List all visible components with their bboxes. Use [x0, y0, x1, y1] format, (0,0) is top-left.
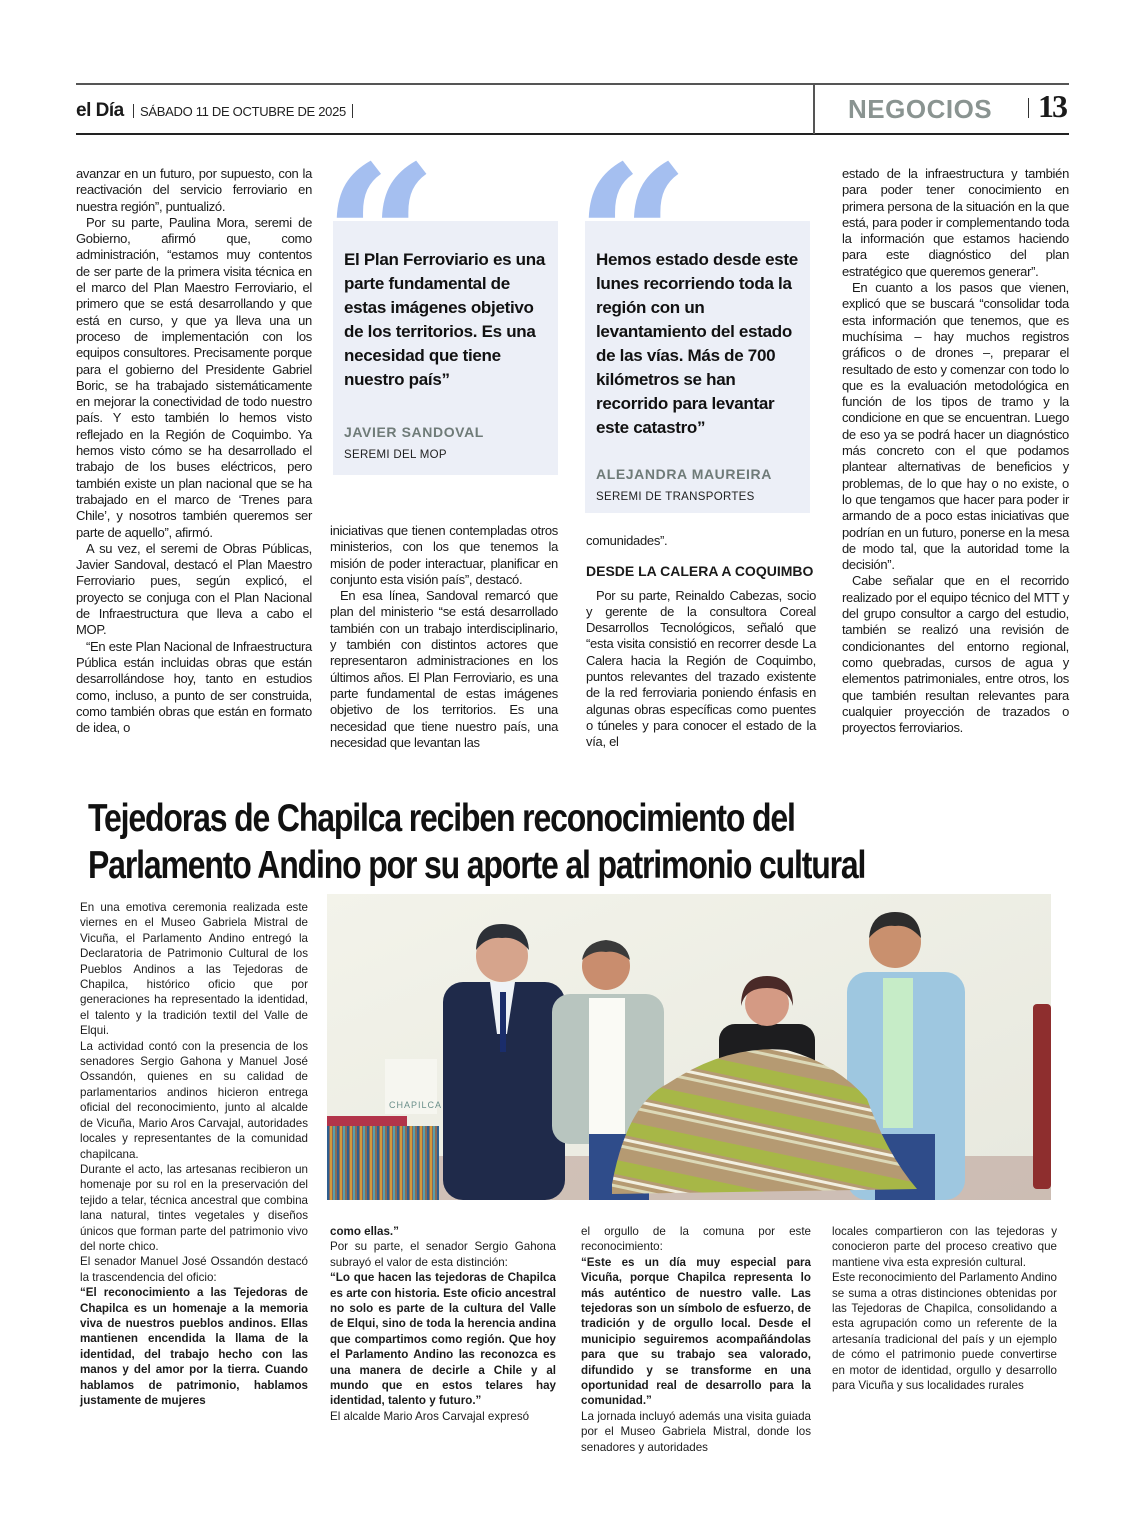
- paragraph: iniciativas que tienen contempladas otros ministerios, con los que tenemos la misión de poder interactuar, planificar en conjunto esta visión país”, destacó.: [330, 523, 558, 587]
- headline-line: Parlamento Andino por su aporte al patrimonio cultural: [88, 844, 866, 887]
- subheading: DESDE LA CALERA A COQUIMBO: [586, 563, 814, 580]
- paragraph: Por su parte, Reinaldo Cabezas, socio y gerente de la consultora Coreal Desarrollos Tecnológicos, señaló que “esta visita consistió en recorrer desde La Calera hacia la Región de Coquimbo, puntos relevantes del trazado existente de la red ferroviaria poniendo énfasis en algunas obras específicas como puentes o túneles y para conocer el estado de la vía, el: [586, 587, 816, 750]
- photo-illustration: [327, 894, 1051, 1200]
- paragraph: A su vez, el seremi de Obras Públicas, Javier Sandoval, destacó el Plan Maestro Ferroviario pues, según explicó, el proyecto se conjuga con el Plan Nacional de Infraestructura que lleva a cabo el MOP.: [76, 540, 312, 638]
- paragraph: La actividad contó con la presencia de los senadores Sergio Gahona y Manuel José Ossandón, quienes en su calidad de parlamentarios andinos hicieron entrega oficial del reconocimiento, junto al alcalde de Vicuña, Mario Aros Carvajal, autoridades locales y representantes de la comunidad chapilcana.: [80, 1039, 308, 1161]
- quote-mark-icon: [575, 140, 690, 250]
- chapilca-sign: CHAPILCA: [389, 1100, 443, 1110]
- quote-paragraph: “El reconocimiento a las Tejedoras de Chapilca es un homenaje a la memoria viva de nuestros pueblos andinos. Ellas mantienen encendida la llama de la identidad, del trabajo hecho con las manos y del amor por la tierra. Cuando hablamos de patrimonio, hablamos justamente de mujeres: [80, 1286, 308, 1407]
- section-label: NEGOCIOS: [848, 94, 993, 124]
- paragraph: “En este Plan Nacional de Infraestructura Pública están incluidas obras que están desarrollándose hoy, tanto en estudios como, incluso, a punto de ser construida, como también obras que están en formato de idea, o: [76, 638, 312, 736]
- newspaper-logo: el Día: [76, 100, 124, 121]
- pull-quote-text: Hemos estado desde este lunes recorriendo toda la región con un levantamiento del estado de las vías. Más de 700 kilómetros se han recorrido para levantar este catastro”: [596, 250, 798, 437]
- paragraph: En cuanto a los pasos que vienen, explicó que se buscará “consolidar toda esta información que tenemos, que es muchísima – hay muchos registros gráficos o de drones –, preparar el resultado de esto y comenzar con todo lo que es la evaluación metodológica en función de los tipos de tramo y la condicione en que se encuentran. Luego de eso ya se podrá hacer un diagnóstico más concreto con el que podamos plantear alternativas de beneficios y problemas, de lo que hay o no existe, o lo que tengamos que hacer para poder ir armando de a poco estas iniciativas que podrían en un futuro, ponerse en la mesa de modo tal, que la autoridad tome la decisión”.: [842, 280, 1069, 573]
- header-divider: [813, 84, 815, 134]
- story-column-4: [832, 1224, 1057, 1393]
- article-column-4: [842, 166, 1069, 736]
- article-column-3: [586, 533, 816, 751]
- pull-quote-role: SEREMI DE TRANSPORTES: [596, 491, 755, 503]
- story-column-2: [330, 1224, 556, 1424]
- pull-quote-author: JAVIER SANDOVAL: [344, 424, 484, 440]
- paragraph: comunidades”.: [586, 533, 668, 548]
- paragraph: avanzar en un futuro, por supuesto, con la reactivación del servicio ferroviario en nuestra región”, puntualizó.: [76, 166, 312, 214]
- article-photo: [327, 894, 1051, 1200]
- pull-quote-role: SEREMI DEL MOP: [344, 449, 447, 461]
- paragraph: estado de la infraestructura y también para poder tener conocimiento en primera persona de la situación en la que está, para poder ir complementando toda la información que estamos haciendo para este diagnóstico del plan estratégico que queremos generar”.: [842, 166, 1069, 279]
- issue-date: SÁBADO 11 DE OCTUBRE DE 2025: [133, 104, 353, 119]
- quote-mark-icon: [323, 140, 438, 250]
- article-column-1: [76, 166, 312, 736]
- header-top-rule: [76, 83, 1069, 85]
- paragraph: Este reconocimiento del Parlamento Andino se suma a otras distinciones obtenidas por las Tejedoras de Chapilca, consolidando a esta agrupación como un referente de la artesanía tradicional del país y un ejemplo de cómo el patrimonio puede convertirse en motor de identidad, orgullo y desarrollo para Vicuña y sus localidades rurales: [832, 1271, 1057, 1393]
- story-column-3: [581, 1224, 811, 1455]
- paragraph: El alcalde Mario Aros Carvajal expresó: [330, 1409, 530, 1423]
- story-column-1: [80, 900, 308, 1408]
- paragraph: El senador Manuel José Ossandón destacó la trascendencia del oficio:: [80, 1255, 308, 1284]
- paragraph: La jornada incluyó además una visita guiada por el Museo Gabriela Mistral, donde los senadores y autoridades: [581, 1409, 811, 1454]
- quote-paragraph: “Lo que hacen las tejedoras de Chapilca es arte con historia. Este oficio ancestral no solo es parte de la cultura del Valle de Elqui, sino de toda la herencia andina que compartimos como región. Que hoy el Parlamento Andino las reconozca es una manera de decirle a Chile y al mundo que en estos telares hay identidad, talento y futuro.”: [330, 1271, 556, 1408]
- woven-textiles: [327, 1126, 439, 1200]
- paragraph: En una emotiva ceremonia realizada este viernes en el Museo Gabriela Mistral de Vicuña, el Parlamento Andino entregó la Declaratoria de Patrimonio Cultural de los Pueblos Andinos a las Tejedoras de Chapilca, histórico oficio que por generaciones ha representado la identidad, el talento y la tradición textil del Valle de Elqui.: [80, 901, 308, 1038]
- pull-quote-author: ALEJANDRA MAUREIRA: [596, 466, 772, 482]
- header-bottom-rule: [76, 133, 1069, 135]
- page-number: 13: [1038, 88, 1066, 124]
- paragraph: Por su parte, Paulina Mora, seremi de Gobierno, afirmó que, como administración, “estamos muy contentos de ser parte de la primera visita técnica en el marco del Plan Maestro Ferroviario, el primero que se está desarrollando y que está en curso, y que ya lleva una un proceso de implementación con los equipos consultores. Precisamente porque para el gobierno del Presidente Gabriel Boric, se ha trabajado sistemáticamente en mejorar la conectividad de todo nuestro país. Y esto también lo hemos visto reflejado en la Región de Coquimbo. Ya hemos visto cómo se ha desarrollado el trabajo de los buses eléctricos, pero también existe un plan nacional que se ha trabajado en el marco de ‘Trenes para Chile’, y nosotros también queremos ser parte de aquello”, afirmó.: [76, 214, 312, 540]
- quote-paragraph: “Este es un día muy especial para Vicuña, porque Chapilca representa lo más auténtico de nuestro valle. Las tejedoras son un símbolo de esfuerzo, de tradición y de orgullo local. Desde el municipio seguiremos acompañándolas para que su trabajo sea valorado, difundido y se transforme en una oportunidad real de desarrollo para la comunidad.”: [581, 1255, 811, 1408]
- article-headline: [88, 795, 892, 889]
- article-column-2: [330, 523, 558, 751]
- paragraph: el orgullo de la comuna por este reconocimiento:: [581, 1225, 811, 1254]
- paragraph: Por su parte, el senador Sergio Gahona subrayó el valor de esta distinción:: [330, 1240, 556, 1269]
- headline-line: Tejedoras de Chapilca reciben reconocimiento del: [88, 797, 795, 840]
- quote-paragraph: como ellas.”: [330, 1225, 399, 1238]
- pull-quote-text: El Plan Ferroviario es una parte fundamental de estas imágenes objetivo de los territorios. Es una necesidad que tiene nuestro país”: [344, 250, 545, 389]
- paragraph: Durante el acto, las artesanas recibieron un homenaje por su rol en la preservación del tejido a telar, técnica ancestral que combina lana natural, tintes vegetales y diseños únicos que forman parte del patrimonio vivo del norte chico.: [80, 1162, 308, 1253]
- page-number-divider: [1028, 98, 1029, 118]
- paragraph: Cabe señalar que en el recorrido realizado por el equipo técnico del MTT y del grupo consultor a cargo del estudio, también se realizó una revisión de condicionantes del entorno regional, como quebradas, cursos de agua y elementos patrimoniales, entre otros, los que también resultan relevantes para cualquier proyección de trazados o proyectos ferroviarios.: [842, 573, 1069, 736]
- paragraph: locales compartieron con las tejedoras y conocieron parte del proceso creativo que mantiene viva esta expresión cultural.: [832, 1225, 1057, 1269]
- paragraph: En esa línea, Sandoval remarcó que plan del ministerio “se está desarrollado también con un trabajo interdisciplinario, y también con distintos actores que representaron administraciones en los últimos años. El Plan Ferroviario, es una parte fundamental de estas imágenes objetivo de los territorios. Es una necesidad que tiene nuestro país, una necesidad que levantan las: [330, 588, 558, 750]
